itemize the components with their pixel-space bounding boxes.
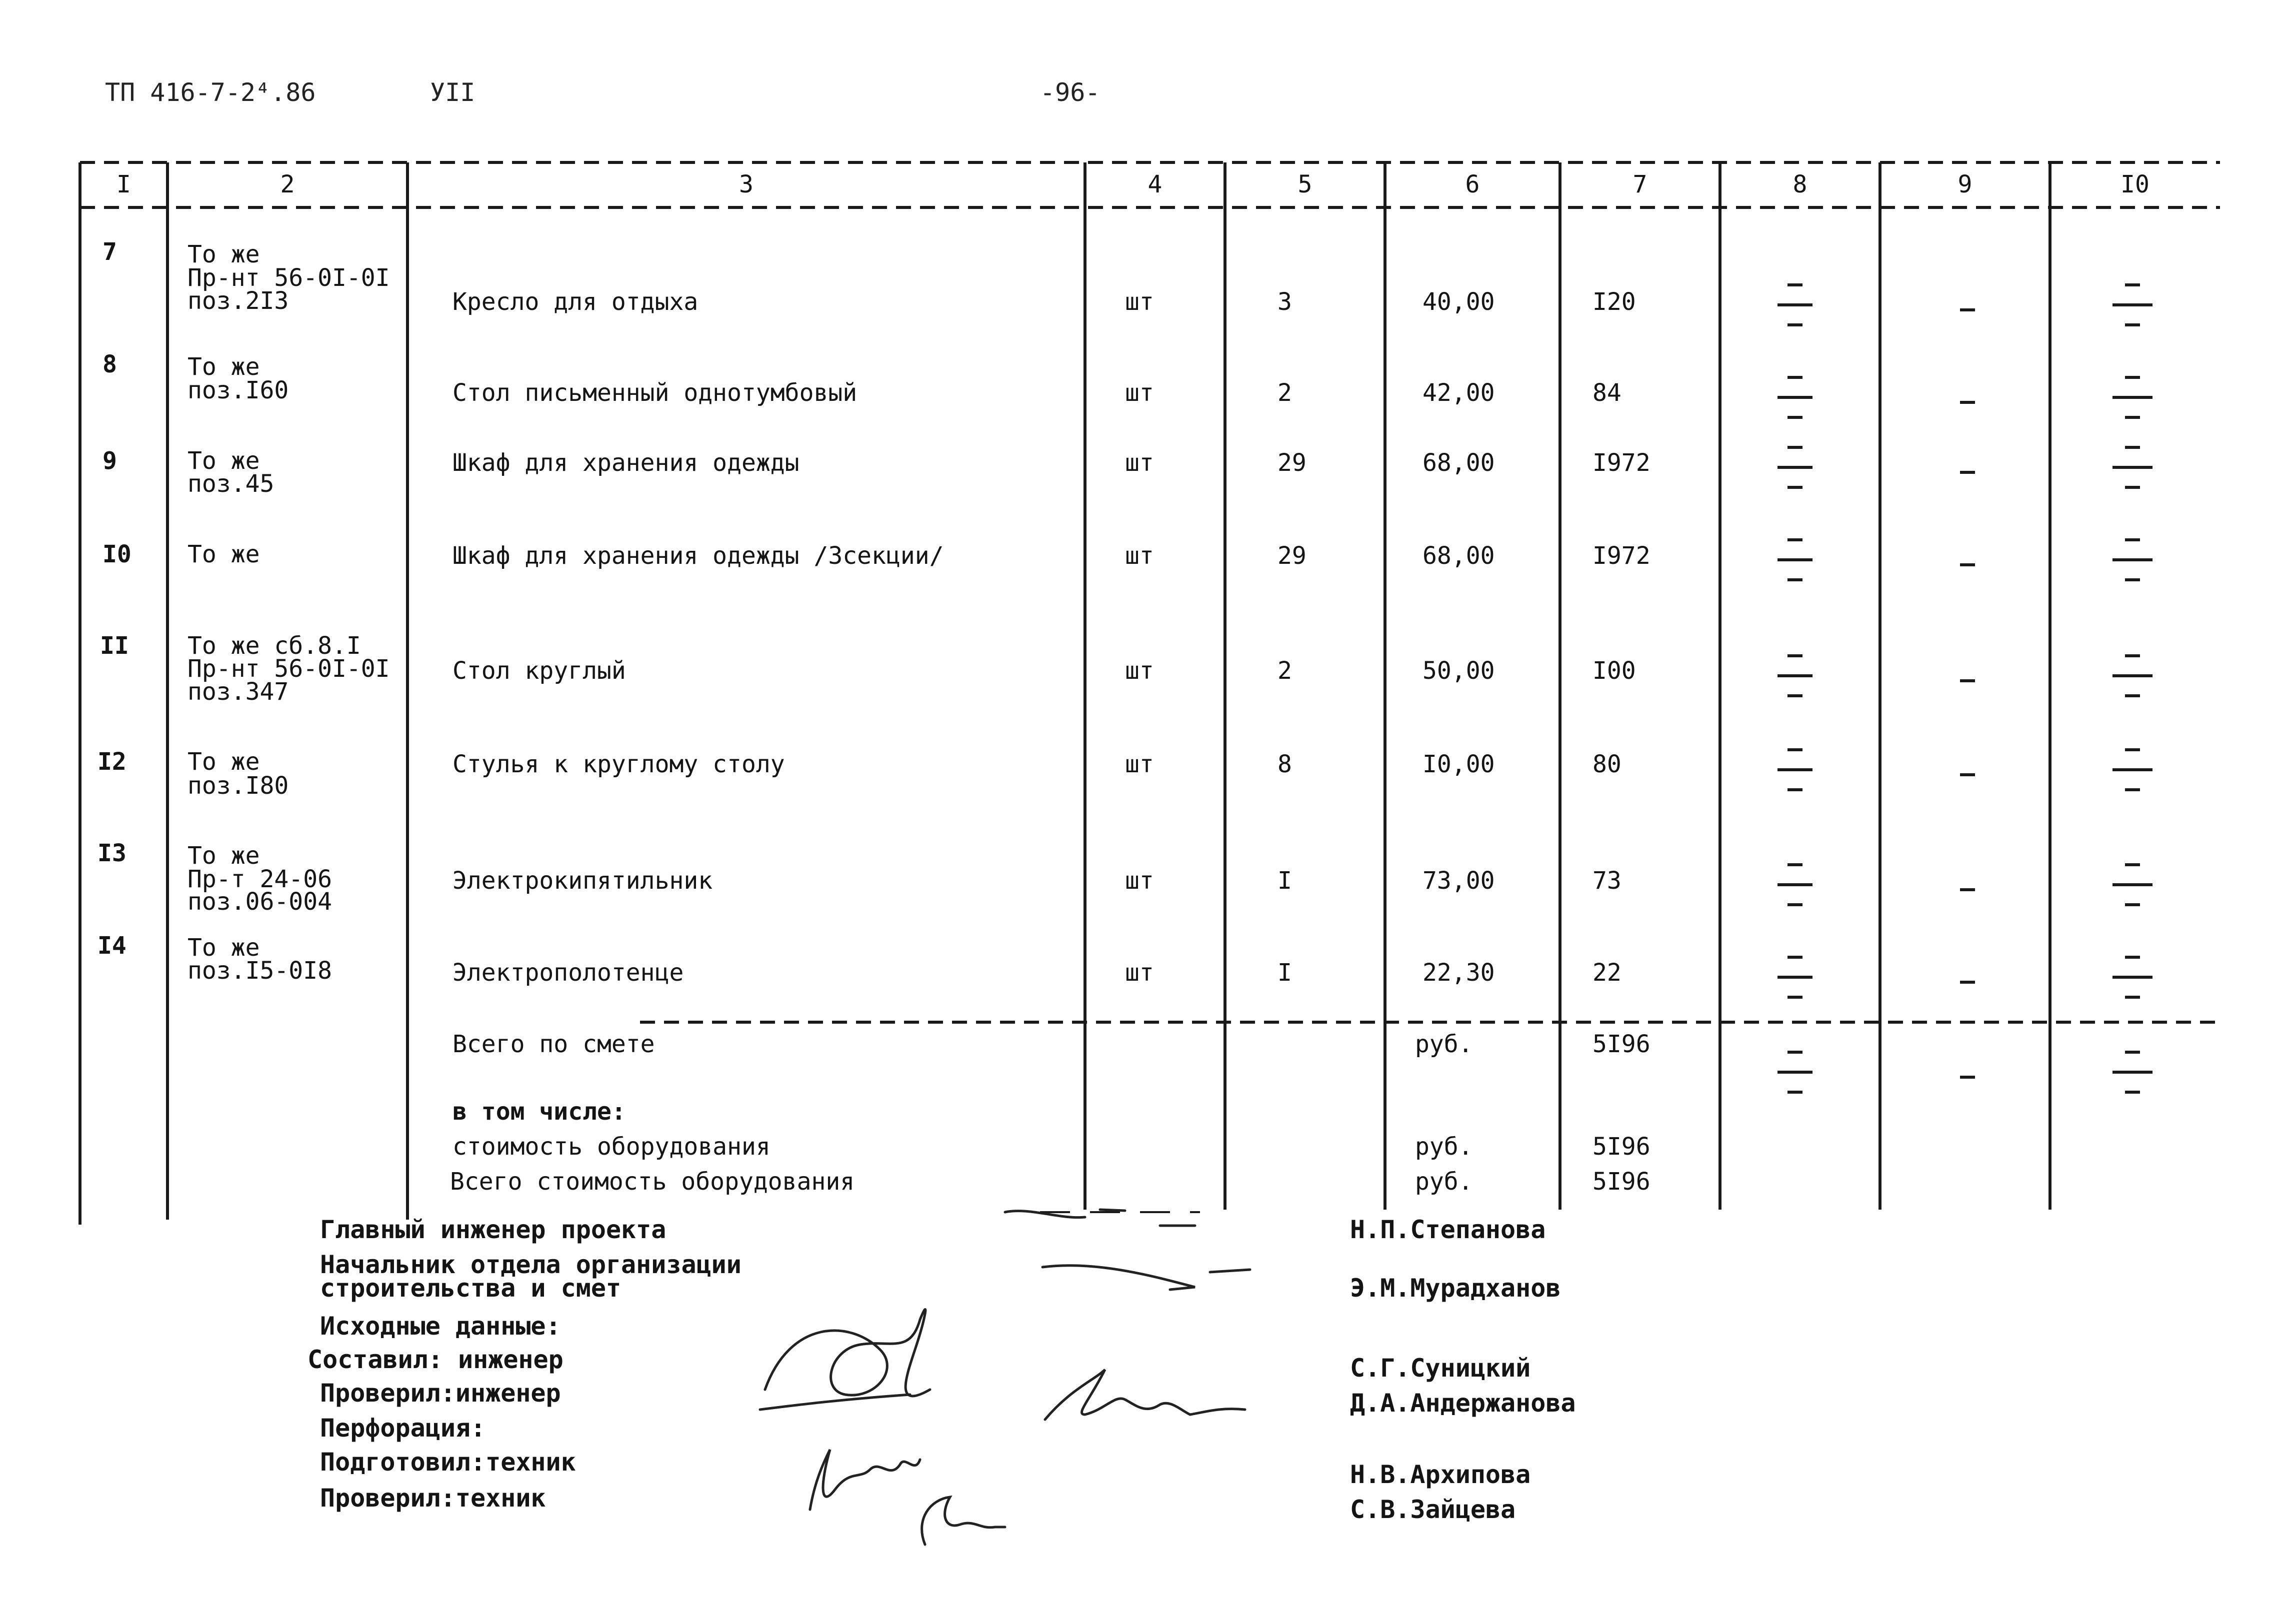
row-unit-price: 68,00 [1422, 542, 1495, 570]
row-total: I00 [1592, 657, 1636, 685]
row-unit-price: 73,00 [1422, 867, 1495, 895]
row-reference-line: поз.I5-0I8 [188, 957, 332, 985]
signer-name: С.В.Зайцева [1350, 1495, 1516, 1524]
row-unit-price: 42,00 [1422, 379, 1495, 407]
row-item-name: Электрополотенце [452, 959, 684, 987]
row-reference-line: То же [188, 447, 260, 475]
row-reference-line: поз.I80 [188, 772, 289, 800]
row-number: II [100, 632, 129, 660]
signature-title: Составил: инженер [308, 1345, 564, 1374]
row-item-name: Шкаф для хранения одежды /3секции/ [452, 542, 944, 570]
row-total: 22 [1592, 959, 1622, 987]
equipment-total-unit: руб. [1415, 1168, 1473, 1196]
signature-title: строительства и смет [320, 1274, 622, 1303]
signature-title: Проверил:инженер [320, 1379, 561, 1408]
signer-name: Н.П.Степанова [1350, 1215, 1546, 1244]
column-header-5: 5 [1298, 170, 1312, 198]
signer-name: Э.М.Мурадханов [1350, 1274, 1561, 1303]
equipment-total-value: 5I96 [1592, 1168, 1650, 1196]
row-reference-line: То же [188, 353, 260, 381]
row-item-name: Стол круглый [452, 657, 626, 685]
section-code: УII [430, 78, 476, 107]
row-quantity: 3 [1278, 288, 1292, 316]
row-reference-line: То же [188, 842, 260, 870]
signature-chief-engineer [1005, 1210, 1195, 1226]
total-unit: руб. [1415, 1030, 1473, 1058]
row-unit-price: 40,00 [1422, 288, 1495, 316]
row-unit: шт [1125, 542, 1154, 570]
row-quantity: 29 [1278, 542, 1306, 570]
row-unit: шт [1125, 657, 1154, 685]
row-item-name: Электрокипятильник [452, 867, 713, 895]
row-unit: шт [1125, 379, 1154, 407]
row-item-name: Шкаф для хранения одежды [452, 449, 800, 477]
column-header-8: 8 [1792, 170, 1808, 198]
row-reference-line: То же [188, 934, 260, 962]
row-unit-price: I0,00 [1422, 750, 1495, 778]
column-header-1: I [116, 170, 131, 198]
column-header-2: 2 [280, 170, 295, 198]
row-item-name: Стол письменный однотумбовый [452, 379, 858, 407]
equipment-cost-value: 5I96 [1592, 1133, 1650, 1161]
total-label: Всего по смете [452, 1030, 655, 1058]
row-reference-line: поз.347 [188, 678, 289, 706]
row-number: 9 [102, 447, 117, 475]
row-quantity: I [1278, 867, 1292, 895]
signer-name: С.Г.Суницкий [1350, 1354, 1531, 1383]
signature-title: Перфорация: [320, 1414, 486, 1443]
row-reference-line: То же [188, 540, 260, 568]
row-total: I972 [1592, 542, 1650, 570]
signature-technician-1 [810, 1450, 920, 1510]
row-reference-line: Пр-нт 56-0I-0I [188, 655, 390, 683]
row-total: 84 [1592, 379, 1622, 407]
row-reference-line: Пр-нт 56-0I-0I [188, 264, 390, 292]
signature-title: Главный инженер проекта [320, 1215, 666, 1244]
document-code: ТП 416-7-2⁴.86 [105, 78, 316, 107]
row-reference-line: поз.45 [188, 470, 274, 498]
row-item-name: Кресло для отдыха [452, 288, 698, 316]
row-quantity: 2 [1278, 379, 1292, 407]
row-quantity: 2 [1278, 657, 1292, 685]
row-item-name: Стулья к круглому столу [452, 750, 785, 778]
page-number: -96- [1040, 78, 1100, 107]
including-label: в том числе: [452, 1098, 626, 1126]
column-header-7: 7 [1632, 170, 1648, 198]
equipment-total-label: Всего стоимость оборудования [450, 1168, 855, 1196]
row-total: I20 [1592, 288, 1636, 316]
signature-title: Исходные данные: [320, 1312, 561, 1341]
column-header-4: 4 [1148, 170, 1162, 198]
row-total: I972 [1592, 449, 1650, 477]
signer-name: Н.В.Архипова [1350, 1460, 1531, 1489]
signature-title: Начальник отдела организации [320, 1250, 742, 1279]
row-unit: шт [1125, 959, 1154, 987]
row-reference-line: То же сб.8.I [188, 632, 361, 660]
column-header-3: 3 [739, 170, 754, 198]
equipment-cost-unit: руб. [1415, 1133, 1473, 1161]
row-number: I3 [98, 839, 126, 867]
row-unit-price: 22,30 [1422, 959, 1495, 987]
signature-technician-2 [922, 1497, 1005, 1545]
column-header-6: 6 [1465, 170, 1480, 198]
row-quantity: 29 [1278, 449, 1306, 477]
row-quantity: 8 [1278, 750, 1292, 778]
row-unit: шт [1125, 288, 1154, 316]
row-number: 7 [102, 238, 117, 266]
signature-title: Проверил:техник [320, 1484, 546, 1513]
row-number: I4 [98, 932, 126, 960]
row-number: I2 [98, 748, 126, 776]
row-reference-line: поз.06-004 [188, 888, 332, 916]
row-number: 8 [102, 350, 117, 378]
row-unit-price: 50,00 [1422, 657, 1495, 685]
row-reference-line: поз.I60 [188, 376, 289, 404]
total-value: 5I96 [1592, 1030, 1650, 1058]
signature-compiler [760, 1310, 930, 1410]
row-unit: шт [1125, 750, 1154, 778]
row-quantity: I [1278, 959, 1292, 987]
row-unit: шт [1125, 867, 1154, 895]
row-total: 80 [1592, 750, 1622, 778]
signature-department-head [1042, 1266, 1250, 1290]
column-header-9: 9 [1958, 170, 1972, 198]
column-header-10: I0 [2120, 170, 2150, 198]
row-unit-price: 68,00 [1422, 449, 1495, 477]
row-reference-line: Пр-т 24-06 [188, 865, 332, 893]
signer-name: Д.А.Андержанова [1350, 1389, 1576, 1418]
row-reference-line: поз.2I3 [188, 287, 289, 315]
signature-checker-engineer [1045, 1370, 1245, 1420]
row-number: I0 [102, 540, 132, 568]
signature-title: Подготовил:техник [320, 1448, 576, 1477]
equipment-cost-label: стоимость оборудования [452, 1133, 770, 1161]
row-total: 73 [1592, 867, 1622, 895]
row-reference-line: То же [188, 748, 260, 776]
row-unit: шт [1125, 449, 1154, 477]
row-reference-line: То же [188, 240, 260, 268]
